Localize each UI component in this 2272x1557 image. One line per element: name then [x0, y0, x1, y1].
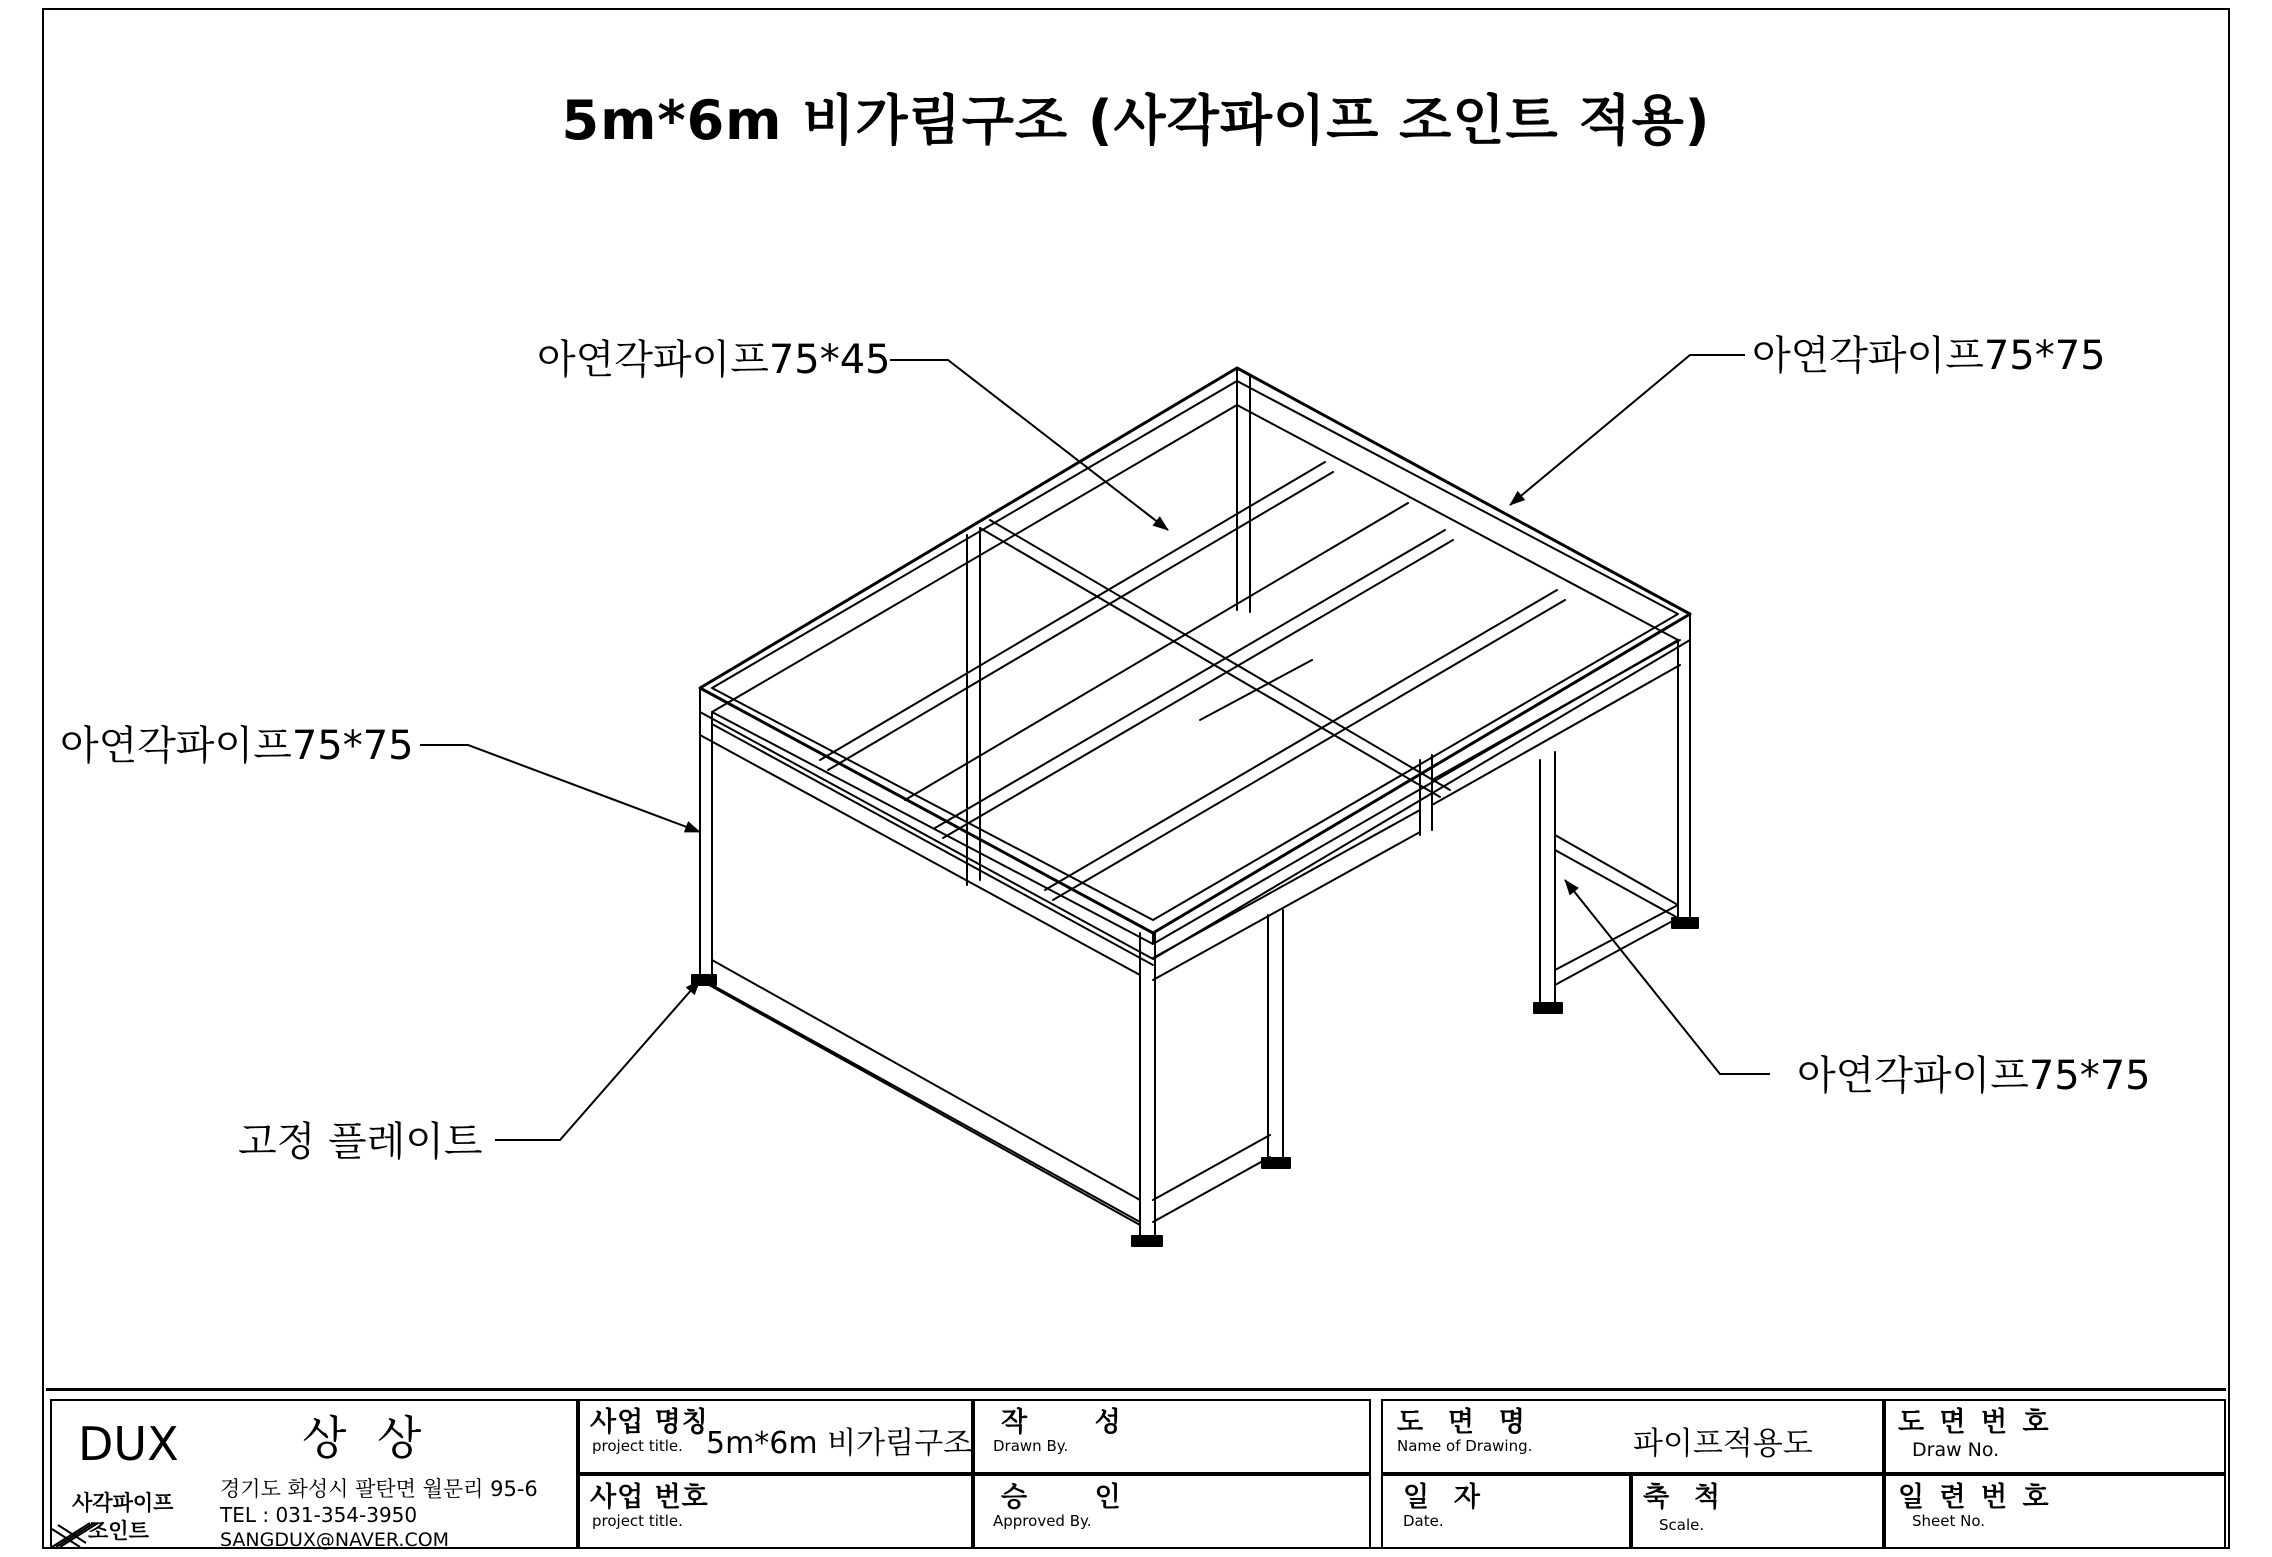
- drawn-by-label: 작 성: [1001, 1407, 1127, 1438]
- drawn-by-cell: [973, 1399, 1371, 1474]
- scale-label: 축 척: [1643, 1482, 1722, 1513]
- drawing-name-cell: [1381, 1399, 1884, 1474]
- approved-by-label: 승 인: [1001, 1482, 1127, 1513]
- date-cell: [1381, 1474, 1631, 1549]
- drawing-name-label-en: Name of Drawing.: [1397, 1437, 1533, 1455]
- company-tel: TEL : 031-354-3950: [220, 1503, 418, 1527]
- project-name-label: 사업 명칭: [590, 1407, 709, 1438]
- drawing-name-value: 파이프적용도: [1633, 1426, 1813, 1462]
- title-block: [46, 1388, 2226, 1549]
- date-label-en: Date.: [1403, 1512, 1444, 1530]
- company-logo-mark: [50, 1509, 102, 1549]
- drawing-number-label-en: Draw No.: [1912, 1439, 2000, 1461]
- project-number-cell: [578, 1474, 973, 1549]
- project-name-value: 5m*6m 비가림구조: [706, 1426, 973, 1461]
- drawing-title: 5m*6m 비가림구조 (사각파이프 조인트 적용): [561, 89, 1711, 152]
- company-address: 경기도 화성시 팔탄면 월문리 95-6: [220, 1477, 538, 1501]
- company-product-line2: 조인트: [88, 1519, 149, 1543]
- callout-fixing-plate: 고정 플레이트: [238, 1119, 483, 1165]
- callout-rafter-75x45: 아연각파이프75*45: [537, 337, 891, 383]
- project-name-cell: [578, 1399, 973, 1474]
- drawing-number-label: 도 면 번 호: [1898, 1407, 2052, 1438]
- callout-roof-frame-75x75: 아연각파이프75*75: [1752, 333, 2106, 379]
- sheet-number-cell: [1884, 1474, 2226, 1549]
- drawing-name-label: 도 면 명: [1397, 1407, 1527, 1438]
- sheet-number-label-en: Sheet No.: [1912, 1512, 1986, 1530]
- project-number-label: 사업 번호: [590, 1482, 709, 1513]
- date-label: 일 자: [1403, 1482, 1482, 1513]
- company-brand: DUX: [78, 1417, 179, 1471]
- project-name-label-en: project title.: [592, 1437, 683, 1455]
- callout-wall-pipe-75x75: 아연각파이프75*75: [60, 723, 414, 769]
- company-cell: [50, 1399, 578, 1549]
- sheet-number-label: 일 련 번 호: [1898, 1482, 2052, 1513]
- scale-cell: [1631, 1474, 1884, 1549]
- drawing-number-cell: [1884, 1399, 2226, 1474]
- callout-post-pipe-75x75: 아연각파이프75*75: [1797, 1053, 2151, 1099]
- company-name: 상 상: [302, 1411, 430, 1465]
- scale-label-en: Scale.: [1659, 1516, 1705, 1534]
- drawn-by-label-en: Drawn By.: [993, 1437, 1069, 1455]
- approved-by-cell: [973, 1474, 1371, 1549]
- company-product-line1: 사각파이프: [72, 1491, 174, 1515]
- company-email: SANGDUX@NAVER.COM: [220, 1529, 450, 1551]
- approved-by-label-en: Approved By.: [993, 1512, 1092, 1530]
- project-number-label-en: project title.: [592, 1512, 683, 1530]
